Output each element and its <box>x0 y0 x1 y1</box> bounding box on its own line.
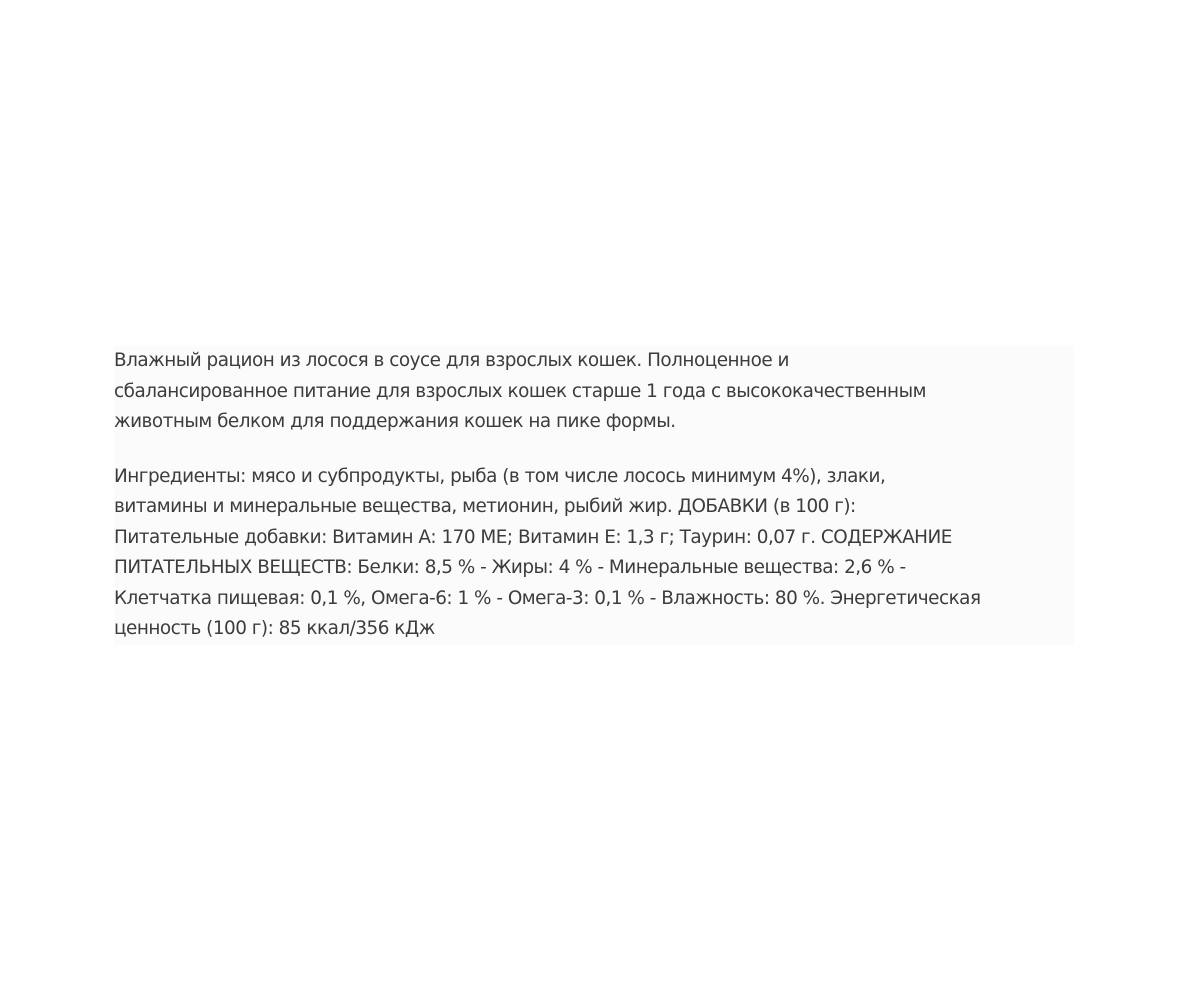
description-line: Влажный рацион из лосося в соусе для взрослых кошек. Полноценное и <box>114 350 789 371</box>
description-line: животным белком для поддержания кошек на пике формы. <box>114 411 676 432</box>
composition-paragraph <box>114 462 1074 645</box>
composition-line: Клетчатка пищевая: 0,1 %, Омега-6: 1 % - Омега-3: 0,1 % - Влажность: 80 %. Энергетическая <box>114 587 981 609</box>
composition-line: Ингредиенты: мясо и субпродукты, рыба (в том числе лосось минимум 4%), злаки, <box>114 465 886 487</box>
composition-line: ценность (100 г): 85 ккал/356 кДж <box>114 618 435 639</box>
description-paragraph <box>114 346 1074 438</box>
product-text-block <box>114 346 1074 645</box>
description-line: сбалансированное питание для взрослых кошек старше 1 года с высококачественным <box>114 380 926 402</box>
composition-line: ПИТАТЕЛЬНЫХ ВЕЩЕСТВ: Белки: 8,5 % - Жиры: 4 % - Минеральные вещества: 2,6 % - <box>114 557 906 578</box>
composition-line: витамины и минеральные вещества, метионин, рыбий жир. ДОБАВКИ (в 100 г): <box>114 496 856 517</box>
composition-line: Питательные добавки: Витамин А: 170 МЕ; Витамин Е: 1,3 г; Таурин: 0,07 г. СОДЕРЖАНИЕ <box>114 526 952 548</box>
